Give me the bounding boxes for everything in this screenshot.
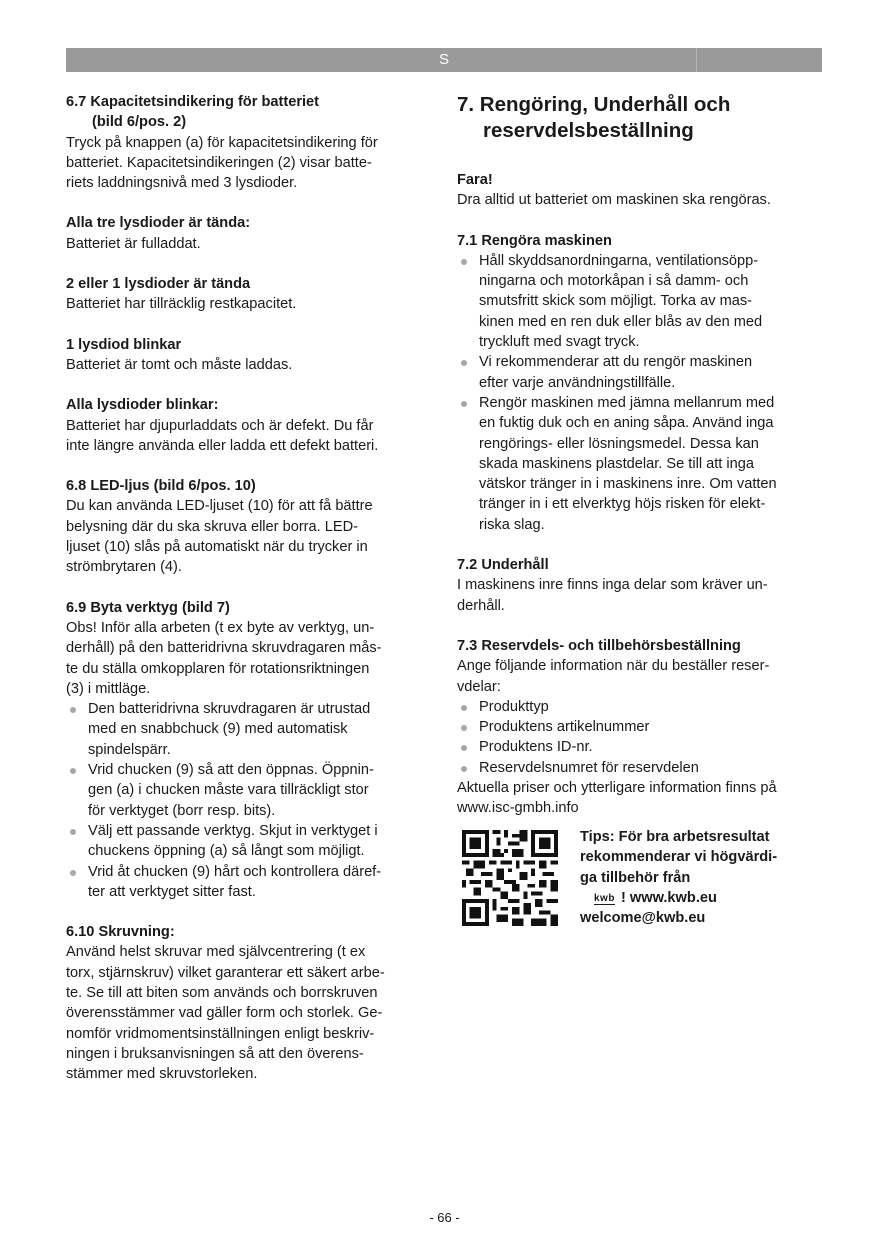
list-item-line: ningarna och motorkåpan i så damm- och	[479, 273, 749, 290]
paragraph-line: inte längre använda eller ladda ett defekt batteri.	[66, 437, 379, 454]
list-item	[457, 251, 827, 352]
list-item-line: chuckens öppning (a) så långt som möjligt.	[88, 843, 365, 860]
list-item-line: vätskor tränger in i maskinens inre. Om vatten	[479, 476, 777, 493]
list-item-line: gen (a) i chucken måste vara tillräckligt stor	[88, 782, 369, 799]
paragraph-line: Obs! Inför alla arbeten (t ex byte av verktyg, un-	[66, 619, 375, 636]
section-title: Alla lysdioder blinkar:	[66, 397, 219, 414]
tips-line: Tips: För bra arbetsresultat	[580, 829, 770, 845]
section-all-leds-blink	[66, 395, 426, 456]
list-item-line: Välj ett passande verktyg. Skjut in verktyget i	[88, 822, 378, 839]
list-item-line: Håll skyddsanordningarna, ventilationsöpp-	[479, 252, 759, 269]
paragraph-line: derhåll) på den batteridrivna skruvdragaren mås-	[66, 640, 382, 657]
section-all-three-leds	[66, 213, 426, 254]
paragraph-line: ningen i bruksanvisningen så att den överens-	[66, 1045, 364, 1062]
page-number: - 66 -	[429, 1210, 460, 1225]
paragraph-line: Batteriet är tomt och måste laddas.	[66, 356, 293, 373]
danger-title: Fara!	[457, 172, 493, 188]
list-item	[457, 393, 827, 535]
bullet-list	[457, 697, 827, 778]
paragraph-line: te. Se till att biten som används och borrskruven	[66, 984, 378, 1001]
paragraph-line: riets laddningsnivå med 3 lysdioder.	[66, 175, 298, 192]
list-item-line: rengörings- eller lösningsmedel. Dessa kan	[479, 435, 759, 452]
paragraph-line: Dra alltid ut batteriet om maskinen ska rengöras.	[457, 192, 771, 209]
tips-text	[580, 827, 777, 928]
section-7-title-cont: reservdelsbeställning	[483, 119, 694, 142]
section-7-1	[457, 231, 827, 535]
section-7-2-title: 7.2 Underhåll	[457, 557, 549, 574]
language-header-bar	[66, 48, 822, 72]
list-item-line: Vrid chucken (9) så att den öppnas. Öppnin-	[88, 762, 374, 779]
tips-line: ga tillbehör från	[580, 869, 691, 886]
tips-line: rekommenderar vi högvärdi-	[580, 849, 778, 866]
list-item-line: Den batteridrivna skruvdragaren är utrustad	[88, 701, 371, 718]
list-item-line: riska slag.	[479, 516, 545, 533]
danger-notice	[457, 170, 827, 211]
section-7-1-title: 7.1 Rengöra maskinen	[457, 232, 612, 249]
paragraph-line: överensstämmer vad gäller form och storlek. Ge-	[66, 1005, 383, 1022]
list-item	[66, 760, 426, 821]
paragraph-line: Tryck på knappen (a) för kapacitetsindikering för	[66, 134, 378, 151]
section-6-10	[66, 922, 426, 1084]
list-item: Produktens ID-nr.	[457, 737, 827, 757]
section-6-10-title: 6.10 Skruvning:	[66, 924, 175, 941]
list-item: Produktens artikelnummer	[457, 717, 827, 737]
paragraph-line: te du ställa omkopplaren för rotationsriktningen	[66, 660, 370, 677]
language-code: S	[438, 51, 449, 68]
list-item-line: skada maskinens plastdelar. Se till att inga	[479, 455, 755, 472]
kwb-logo: kwb	[594, 892, 615, 904]
paragraph-line: derhåll.	[457, 597, 505, 614]
section-6-8-title: 6.8 LED-ljus (bild 6/pos. 10)	[66, 478, 256, 495]
qr-code-icon[interactable]	[462, 830, 558, 926]
list-item-line: efter varje användningstillfälle.	[479, 374, 676, 391]
list-item: Produkttyp	[457, 697, 827, 717]
section-6-9-title: 6.9 Byta verktyg (bild 7)	[66, 599, 230, 616]
section-title: Alla tre lysdioder är tända:	[66, 215, 251, 232]
bullet-list	[66, 699, 426, 902]
section-6-7-title: 6.7 Kapacitetsindikering för batteriet	[66, 94, 320, 110]
paragraph-line: Batteriet har djupurladdats och är defekt. Du får	[66, 417, 374, 434]
paragraph-line: batteriet. Kapacitetsindikeringen (2) visar batte-	[66, 154, 372, 171]
list-item-line: för verktyget (borr resp. bits).	[88, 802, 276, 819]
list-item-line: smutsfritt skick som möjligt. Torka av mas-	[479, 293, 753, 310]
section-7-3	[457, 636, 827, 819]
right-column	[457, 92, 827, 839]
list-item-line: en fuktig duk och en aning såpa. Använd inga	[479, 415, 774, 432]
paragraph-line: torx, stjärnskruv) vilket garanterar ett säkert arbe-	[66, 964, 385, 981]
paragraph-line: vdelar:	[457, 678, 501, 695]
section-6-8	[66, 476, 426, 577]
section-one-led-blinks	[66, 335, 426, 376]
paragraph-line: Använd helst skruvar med självcentrering (t ex	[66, 944, 366, 961]
list-item	[457, 352, 827, 393]
paragraph-line: Ange följande information när du beställer reser-	[457, 658, 770, 675]
section-7-2	[457, 555, 827, 616]
list-item	[66, 862, 426, 903]
section-title: 1 lysdiod blinkar	[66, 336, 182, 353]
list-item	[66, 821, 426, 862]
section-7	[457, 92, 827, 144]
list-item-line: tryckluft med svagt tryck.	[479, 334, 640, 351]
section-6-9	[66, 598, 426, 902]
tips-line	[580, 888, 777, 908]
section-title: 2 eller 1 lysdioder är tända	[66, 276, 251, 293]
list-item-line: spindelspärr.	[88, 741, 171, 758]
kwb-website-link[interactable]: ! www.kwb.eu	[620, 889, 717, 906]
section-7-3-title: 7.3 Reservdels- och tillbehörsbeställning	[457, 637, 741, 654]
list-item-line: kinen med en ren duk eller blås av den med	[479, 313, 763, 330]
list-item-line: med en snabbchuck (9) med automatisk	[88, 721, 348, 738]
tips-box	[462, 827, 832, 931]
paragraph-line: (3) i mittläge.	[66, 680, 151, 697]
paragraph-line: nomför vridmomentsinställningen enligt beskriv-	[66, 1025, 375, 1042]
paragraph-line: belysning där du ska skruva eller borra. LED-	[66, 518, 359, 535]
paragraph-line: stämmer med skruvstorleken.	[66, 1066, 258, 1083]
bullet-list	[457, 251, 827, 535]
list-item: Reservdelsnumret för reservdelen	[457, 758, 827, 778]
paragraph-line: Du kan använda LED-ljuset (10) för att få bättre	[66, 498, 373, 515]
section-6-7	[66, 92, 426, 193]
list-item-line: Rengör maskinen med jämna mellanrum med	[479, 394, 775, 411]
list-item-line: ter att verktyget sitter fast.	[88, 883, 256, 900]
paragraph-line: Batteriet är fulladdat.	[66, 235, 201, 252]
paragraph-line: ljuset (10) slås på automatiskt när du trycker in	[66, 539, 368, 556]
kwb-email-link[interactable]: welcome@kwb.eu	[580, 910, 706, 927]
paragraph-line: Aktuella priser och ytterligare information finns på	[457, 780, 777, 797]
paragraph-line: strömbrytaren (4).	[66, 559, 182, 576]
section-two-or-one-leds	[66, 274, 426, 315]
list-item-line: Vi rekommenderar att du rengör maskinen	[479, 354, 753, 371]
section-6-7-title-ref: (bild 6/pos. 2)	[92, 114, 187, 131]
list-item	[66, 699, 426, 760]
website-link[interactable]: www.isc-gmbh.info	[457, 800, 579, 817]
list-item-line: Vrid åt chucken (9) hårt och kontrollera däref-	[88, 863, 382, 880]
list-item-line: tränger in i ett elverktyg höjs risken för elekt-	[479, 496, 766, 513]
left-column	[66, 92, 426, 1104]
section-7-title: 7. Rengöring, Underhåll och	[457, 93, 731, 116]
paragraph-line: I maskinens inre finns inga delar som kräver un-	[457, 577, 768, 594]
paragraph-line: Batteriet har tillräcklig restkapacitet.	[66, 296, 297, 313]
